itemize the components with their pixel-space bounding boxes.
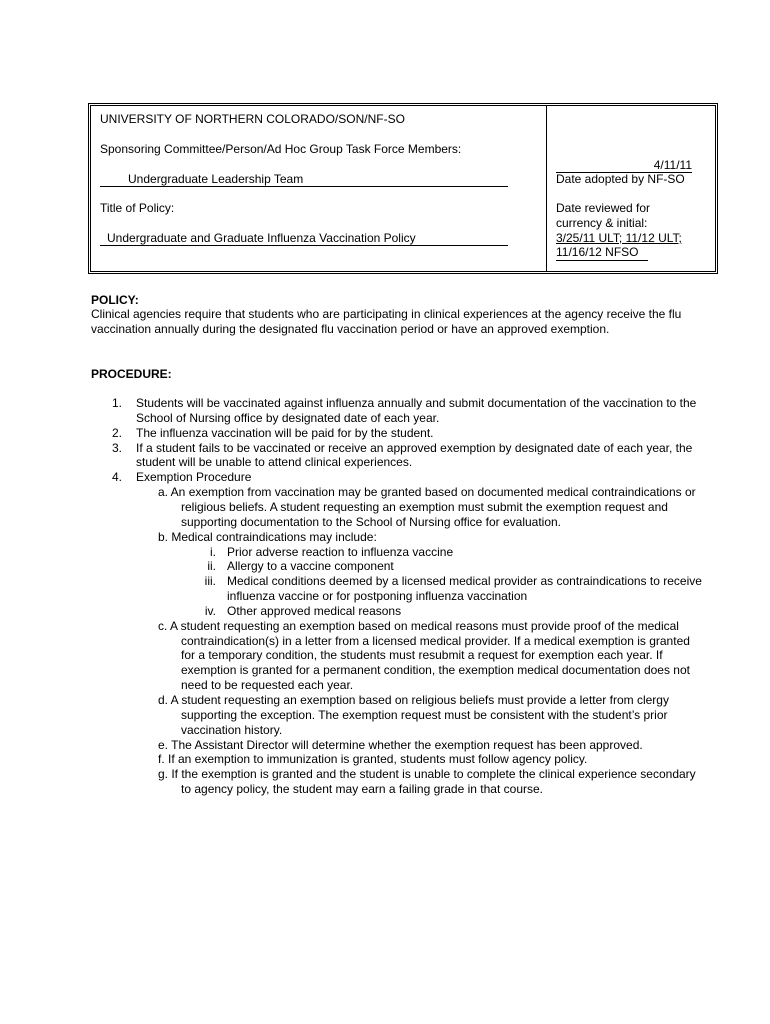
list-item-text: b. Medical contraindications may include: — [158, 529, 377, 544]
list-item-text: g. If the exemption is granted and the student is unable to complete the clinical experience secondary — [158, 767, 696, 782]
list-item-text: contraindication(s) in a letter from a licensed medical provider. If a medical exemption is granted — [181, 633, 690, 648]
list-item-text: to agency policy, the student may earn a failing grade in that course. — [181, 782, 543, 797]
list-marker: 1. — [111, 396, 122, 410]
list-item-text: Allergy to a vaccine component — [227, 559, 394, 574]
list-item-text: need to be requested each year. — [181, 678, 354, 693]
policy-line-1: Clinical agencies require that students who are participating in clinical experiences at the agency receive the flu — [91, 307, 682, 321]
list-item-text: religious beliefs. A student requesting an exemption must submit the exemption request and — [181, 499, 668, 514]
list-item-text: If a student fails to be vaccinated or receive an approved exemption by designated date of each year, the — [136, 440, 693, 455]
list-item-text: student will be unable to attend clinical experiences. — [136, 455, 413, 470]
title-label: Title of Policy: — [100, 201, 175, 215]
list-item-text: Other approved medical reasons — [227, 603, 402, 618]
sponsoring-value: Undergraduate Leadership Team — [100, 172, 508, 187]
date-reviewed-value-1: 3/25/11 ULT; 11/12 ULT; — [556, 231, 682, 245]
list-marker: 2. — [111, 425, 122, 440]
date-reviewed-label-1: Date reviewed for — [556, 201, 651, 215]
list-item-text: e. The Assistant Director will determine whether the exemption request has been approved. — [158, 737, 643, 752]
list-item-text: Prior adverse reaction to influenza vaccine — [227, 544, 454, 559]
list-marker: 3. — [111, 440, 122, 455]
date-reviewed-label-2: currency & initial: — [556, 216, 648, 230]
org-name: UNIVERSITY OF NORTHERN COLORADO/SON/NF-SO — [100, 112, 405, 126]
date-adopted-label: Date adopted by NF-SO — [556, 172, 685, 186]
list-item-text: f. If an exemption to immunization is granted, students must follow agency policy. — [158, 752, 588, 767]
list-item-text: Students will be vaccinated against influenza annually and submit documentation of the vaccination to the — [136, 396, 697, 410]
list-item-text: supporting documentation to the School of Nursing office for evaluation. — [181, 514, 562, 529]
date-reviewed-value-2: 11/16/12 NFSO — [556, 245, 648, 261]
list-marker: ii. — [207, 559, 216, 574]
header-left-cell — [91, 106, 547, 271]
list-item-text: supporting the exception. The exemption request must be consistent with the student’s prior — [181, 707, 668, 722]
policy-title-value: Undergraduate and Graduate Influenza Vaccination Policy — [100, 231, 508, 246]
date-adopted-value: 4/11/11 — [556, 158, 692, 173]
list-item-text: d. A student requesting an exemption based on religious beliefs must provide a letter from clergy — [158, 693, 669, 707]
policy-line-2: vaccination annually during the designated flu vaccination period or have an approved exemption. — [91, 322, 610, 336]
list-item-text: Exemption Procedure — [136, 470, 252, 485]
list-marker: 4. — [111, 470, 122, 485]
list-item-text: The influenza vaccination will be paid for by the student. — [136, 425, 434, 440]
sponsoring-label: Sponsoring Committee/Person/Ad Hoc Group Task Force Members: — [100, 142, 462, 156]
list-item-text: exemption is granted for a permanent condition, the exemption medical documentation does not — [181, 663, 690, 678]
list-marker: iv. — [204, 603, 216, 618]
list-item-text: Medical conditions deemed by a licensed medical provider as contraindications to receive — [227, 574, 702, 589]
list-marker: i. — [210, 544, 216, 559]
list-marker: iii. — [204, 574, 216, 589]
policy-heading: POLICY: — [91, 293, 139, 307]
list-item-text: School of Nursing office by designated date of each year. — [136, 410, 440, 425]
policy-header-table — [88, 103, 718, 274]
list-item-text: influenza vaccine or for postponing influenza vaccination — [227, 589, 528, 604]
list-item-text: c. A student requesting an exemption based on medical reasons must provide proof of the medical — [158, 618, 679, 633]
procedure-heading: PROCEDURE: — [91, 367, 172, 381]
list-item-text: for a temporary condition, the students must resubmit a request for exemption each year. If — [181, 648, 663, 663]
list-item-text: a. An exemption from vaccination may be granted based on documented medical contraindications or — [158, 485, 696, 500]
list-item-text: vaccination history. — [181, 722, 283, 737]
